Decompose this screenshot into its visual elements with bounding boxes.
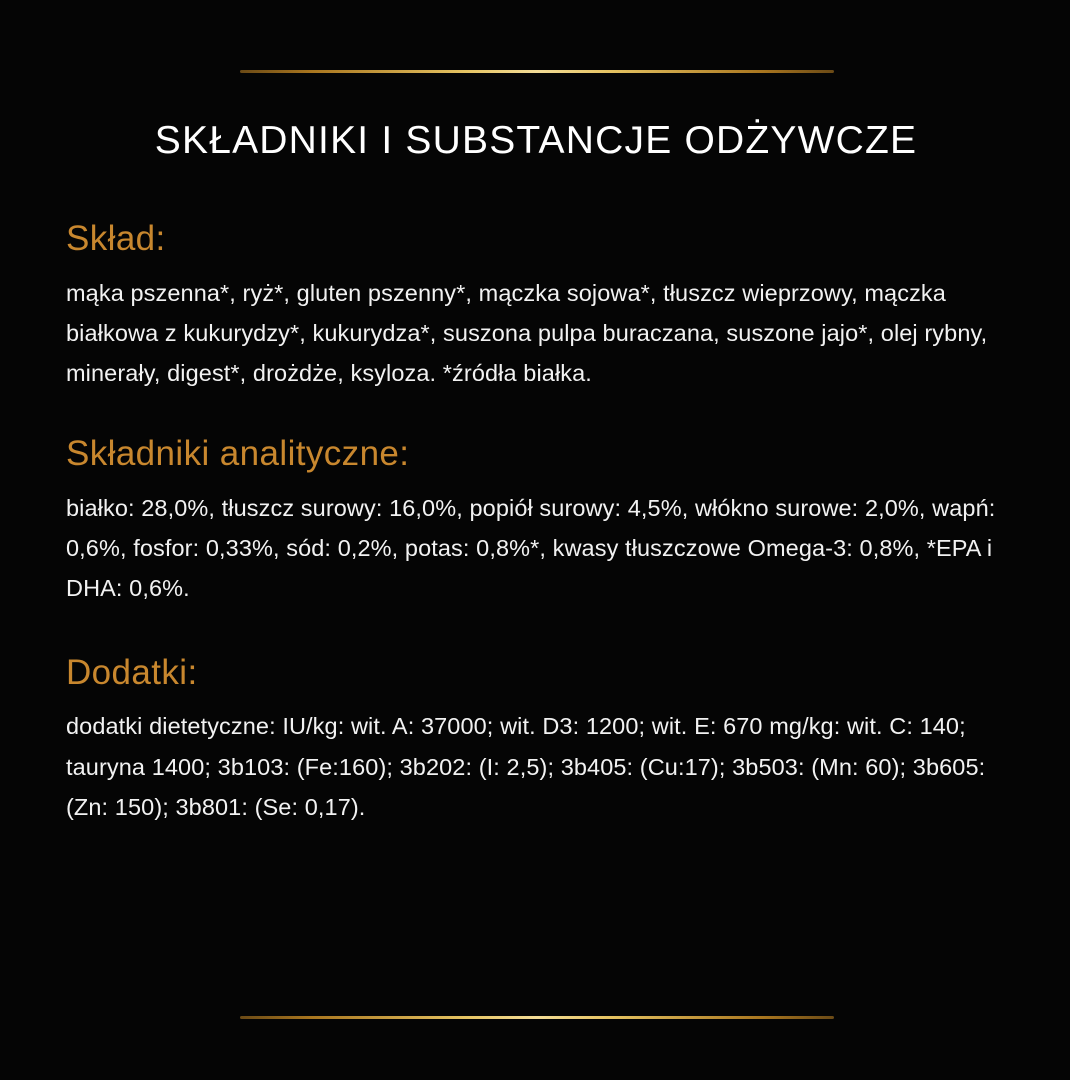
- section-composition-heading: Skład:: [66, 218, 166, 258]
- section-analytical-heading: Składniki analityczne:: [66, 433, 410, 473]
- section-composition-body: mąka pszenna*, ryż*, gluten pszenny*, mączka sojowa*, tłuszcz wieprzowy, mączka białkowa z kukurydzy*, kukurydza*, suszona pulpa buraczana, suszone jajo*, olej rybny, minerały, digest*, drożdże, ksyloza. *źródła białka.: [66, 279, 988, 387]
- top-divider-rule: [240, 70, 834, 73]
- section-analytical-body: białko: 28,0%, tłuszcz surowy: 16,0%, popiół surowy: 4,5%, włókno surowe: 2,0%, wapń: 0,6%, fosfor: 0,33%, sód: 0,2%, potas: 0,8%*, kwasy tłuszczowe Omega-3: 0,8%, *EPA i DHA: 0,6%.: [66, 494, 996, 602]
- section-additives-body: dodatki dietetyczne: IU/kg: wit. A: 37000; wit. D3: 1200; wit. E: 670 mg/kg: wit. C: 140; tauryna 1400; 3b103: (Fe:160); 3b202: (I: 2,5); 3b405: (Cu:17); 3b503: (Mn: 60); 3b605: (Zn: 150); 3b801: (Se: 0,17).: [66, 713, 986, 821]
- content-container: [66, 118, 1006, 828]
- section-analytical-constituents: [66, 432, 1006, 609]
- bottom-divider-rule: [240, 1016, 834, 1019]
- page-title: SKŁADNIKI I SUBSTANCJE ODŻYWCZE: [154, 119, 918, 162]
- section-additives: [66, 651, 1006, 828]
- section-composition: [66, 217, 1006, 394]
- section-additives-heading: Dodatki:: [66, 652, 198, 692]
